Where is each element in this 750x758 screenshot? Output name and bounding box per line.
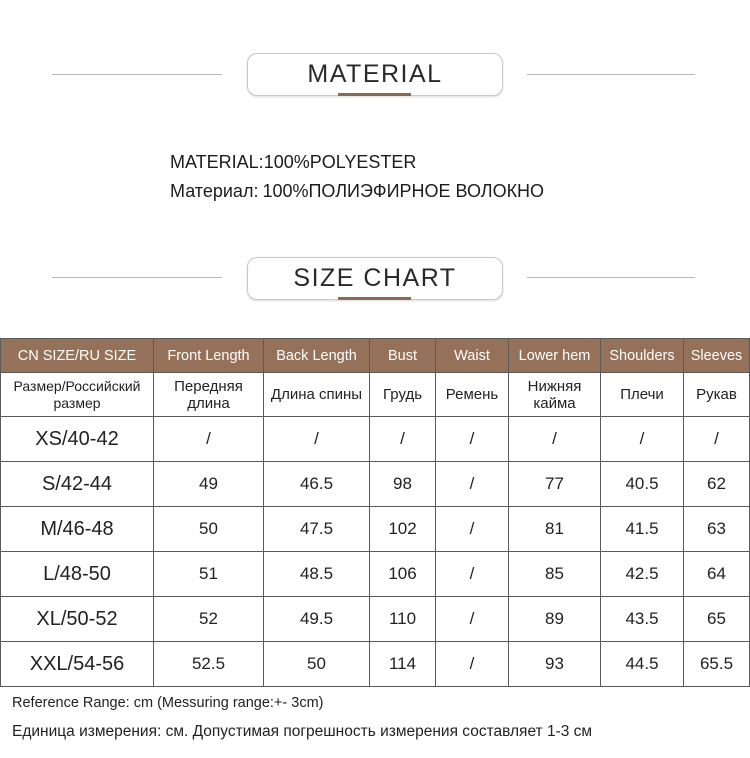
table-cell: 98 bbox=[370, 462, 436, 507]
column-header-ru: Грудь bbox=[370, 373, 436, 417]
column-header: Back Length bbox=[264, 339, 370, 373]
table-cell: 42.5 bbox=[601, 552, 684, 597]
column-header-ru: Размер/Российский размер bbox=[1, 373, 154, 417]
header-row-ru bbox=[1, 373, 750, 417]
table-cell: 77 bbox=[509, 462, 601, 507]
table-cell: 40.5 bbox=[601, 462, 684, 507]
table-cell: 51 bbox=[154, 552, 264, 597]
table-cell: / bbox=[684, 417, 750, 462]
table-cell: / bbox=[436, 597, 509, 642]
table-cell: / bbox=[436, 642, 509, 687]
size-cell: L/48-50 bbox=[1, 552, 154, 597]
column-header: CN SIZE/RU SIZE bbox=[1, 339, 154, 373]
table-cell: 50 bbox=[154, 507, 264, 552]
material-heading bbox=[247, 53, 503, 96]
table-row bbox=[1, 417, 750, 462]
header-row-en bbox=[1, 339, 750, 373]
column-header-ru: Ремень bbox=[436, 373, 509, 417]
column-header: Bust bbox=[370, 339, 436, 373]
material-ru-value: 100%ПОЛИЭФИРНОЕ ВОЛОКНО bbox=[262, 181, 545, 201]
material-en bbox=[170, 152, 416, 173]
size-cell: XL/50-52 bbox=[1, 597, 154, 642]
table-cell: 47.5 bbox=[264, 507, 370, 552]
material-heading-text: MATERIAL bbox=[307, 60, 443, 88]
table-cell: 114 bbox=[370, 642, 436, 687]
table-cell: 106 bbox=[370, 552, 436, 597]
table-cell: 52.5 bbox=[154, 642, 264, 687]
table-cell: 64 bbox=[684, 552, 750, 597]
column-header: Lower hem bbox=[509, 339, 601, 373]
table-cell: / bbox=[436, 417, 509, 462]
divider-right bbox=[527, 74, 695, 75]
material-ru-label: Материал: bbox=[170, 181, 259, 201]
table-cell: 50 bbox=[264, 642, 370, 687]
column-header-ru: Нижняя кайма bbox=[509, 373, 601, 417]
column-header-ru: Длина спины bbox=[264, 373, 370, 417]
table-row bbox=[1, 507, 750, 552]
table-cell: / bbox=[436, 507, 509, 552]
table-row bbox=[1, 642, 750, 687]
table-cell: / bbox=[436, 552, 509, 597]
material-en-value: 100%POLYESTER bbox=[263, 152, 417, 172]
size-chart-table bbox=[0, 338, 750, 687]
table-cell: / bbox=[264, 417, 370, 462]
table-cell: / bbox=[154, 417, 264, 462]
table-cell: 44.5 bbox=[601, 642, 684, 687]
table-cell: 49 bbox=[154, 462, 264, 507]
column-header: Sleeves bbox=[684, 339, 750, 373]
size-cell: S/42-44 bbox=[1, 462, 154, 507]
material-ru bbox=[170, 181, 544, 202]
column-header-ru: Плечи bbox=[601, 373, 684, 417]
column-header-ru: Рукав bbox=[684, 373, 750, 417]
table-cell: 102 bbox=[370, 507, 436, 552]
table-cell: 110 bbox=[370, 597, 436, 642]
table-cell: 63 bbox=[684, 507, 750, 552]
table-row bbox=[1, 552, 750, 597]
table-cell: 43.5 bbox=[601, 597, 684, 642]
size-cell: XS/40-42 bbox=[1, 417, 154, 462]
table-cell: 81 bbox=[509, 507, 601, 552]
table-cell: 89 bbox=[509, 597, 601, 642]
divider-left bbox=[52, 74, 222, 75]
table-cell: 52 bbox=[154, 597, 264, 642]
size-chart-heading-text: SIZE CHART bbox=[293, 264, 457, 292]
table-cell: 85 bbox=[509, 552, 601, 597]
column-header: Shoulders bbox=[601, 339, 684, 373]
table-cell: / bbox=[436, 462, 509, 507]
material-en-label: MATERIAL: bbox=[170, 152, 264, 172]
table-cell: / bbox=[601, 417, 684, 462]
table-cell: 62 bbox=[684, 462, 750, 507]
table-cell: 46.5 bbox=[264, 462, 370, 507]
reference-note-ru: Единица измерения: см. Допустимая погрешность измерения составляет 1-3 см bbox=[12, 723, 593, 740]
table-cell: 48.5 bbox=[264, 552, 370, 597]
size-cell: XXL/54-56 bbox=[1, 642, 154, 687]
table-cell: 93 bbox=[509, 642, 601, 687]
table-cell: 65 bbox=[684, 597, 750, 642]
table-cell: 49.5 bbox=[264, 597, 370, 642]
size-chart-heading bbox=[247, 257, 503, 300]
table-cell: / bbox=[509, 417, 601, 462]
size-cell: M/46-48 bbox=[1, 507, 154, 552]
column-header-ru: Передняя длина bbox=[154, 373, 264, 417]
table-cell: 65.5 bbox=[684, 642, 750, 687]
divider-left bbox=[52, 277, 222, 278]
column-header: Front Length bbox=[154, 339, 264, 373]
column-header: Waist bbox=[436, 339, 509, 373]
reference-note-en: Reference Range: cm (Messuring range:+- 3cm) bbox=[12, 695, 324, 711]
table-row bbox=[1, 597, 750, 642]
heading-accent bbox=[338, 93, 411, 96]
table-row bbox=[1, 462, 750, 507]
table-cell: 41.5 bbox=[601, 507, 684, 552]
divider-right bbox=[527, 277, 695, 278]
table-cell: / bbox=[370, 417, 436, 462]
heading-accent bbox=[338, 297, 411, 300]
